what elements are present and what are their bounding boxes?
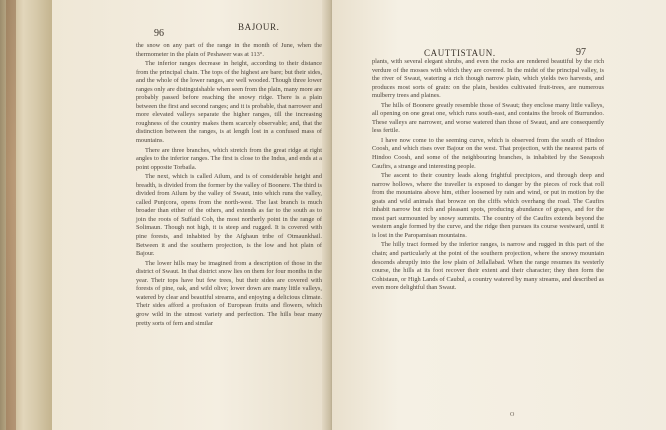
- left-running-head: BAJOUR.: [238, 22, 280, 32]
- right-paragraph: plants, with several elegant shrubs, and even the rocks are rendered beautiful by the rich verdure of the mosses with which they are covered. In the midst of the principal valley, is the river of Swaut, watering a rich though narrow plain, which yields two harvests, and produces most sorts of grain: on the plain, besides cultivated fruit-trees, are numerous mulberry trees and plaines.: [372, 58, 604, 100]
- right-paragraph: The hilly tract formed by the inferior ranges, is narrow and rugged in this part of the chain; and particularly at the point of the southern projection, where the snowy mountain descends abruptly into the low plain of Jellallabad. When the range resumes its westerly course, the hills at its foot recover their extent and their character; they then form the Cohistaun, or High Lands of Caubul, a country watered by many streams, and described as even more delightful than Swaut.: [372, 241, 604, 292]
- left-body-text: [136, 42, 322, 328]
- right-body-text: [372, 58, 604, 293]
- right-page: [332, 0, 666, 430]
- left-paragraph: There are three branches, which stretch from the great ridge at right angles to the inferior ranges. The first is close to the Indus, and ends at a point opposite Torbaila.: [136, 146, 322, 171]
- binding-stain: [6, 0, 16, 430]
- signature-mark: O: [510, 412, 515, 418]
- page-edges: [0, 0, 52, 430]
- right-page-number: 97: [576, 47, 586, 58]
- right-paragraph: The ascent to their country leads along frightful precipices, and through deep and narrow hollows, where the traveller is exposed to danger by the pieces of rock that roll from the mountains above him, either loosened by rain and wind, or put in motion by the goats and wild animals that browze on the cliffs which overhang the road. The Caufirs inhabit narrow but rich and pleasant spots, producing abundance of grapes, and for the most part surmounted by snowy summits. The country of the Caufirs extends beyond the western angle formed by the curve, and the ridge then pursues its course westward, until it is lost in the Paropamisan mountains.: [372, 172, 604, 239]
- left-page-number: 96: [154, 28, 164, 39]
- right-running-head: CAUTTISTAUN.: [424, 48, 496, 58]
- right-paragraph: The hills of Boonere greatly resemble those of Swaut; they enclose many little valleys, all opening on one great one, which runs south-east, and contains the brook of Burrundoo. These valleys are narrower, and worse watered than those of Swaut, and are consequently less fertile.: [372, 101, 604, 135]
- left-paragraph: The lower hills may be imagined from a description of those in the district of Swaut. In that district snow lies on them for four months in the year. Their tops have but few trees, but their sides are covered with forests of pine, oak, and wild olive; lower down are many little valleys, watered by clear and beautiful streams, and enjoying a delicious climate. Their sides afford a profusion of European fruits and flowers, which grow wild in the utmost variety and perfection. The hills bear many pretty sorts of fern and similar: [136, 259, 322, 327]
- right-paragraph: I have now come to the seeming curve, which is observed from the south of Hindoo Coosh, and which rises over Bajour on the west. That projection, with the nearest parts of Hindoo Coosh, and some of the neighbouring branches, is inhabited by the Seeaposh Caufirs, a strange and interesting people.: [372, 136, 604, 170]
- left-paragraph: The inferior ranges decrease in height, according to their distance from the principal chain. The tops of the highest are bare; but their sides, and the whole of the lower ranges, are well wooded. Though three lower ranges only are distinguishable when seen from the plain, many more are probably passed before reaching the snowy ridge. There is a plain between the first and second ranges; and it is probable, that narrower and more elevated valleys separate the higher ranges, till the increasing roughness of the country makes them scarcely observable; and, that the distinction between the ranges, is at length lost in a confused mass of mountains.: [136, 60, 322, 145]
- left-paragraph: the snow on any part of the range in the month of June, when the thermometer in the plain of Peshawer was at 113°.: [136, 42, 322, 58]
- left-paragraph: The next, which is called Ailum, and is of considerable height and breadth, is divided from the former by the valley of Boonere. The third is divided from Ailum by the valley of Swaut, into which runs the valley, called Punjcora, opens from the north-west. The last branch is much broader than either of the others, and extends as far to the south as to join the roots of Suffaid Coh, the most northerly point in the range of Solimaun. Though not high, it is steep and rugged. It is covered with pine forests, and inhabited by the Afghaun tribe of Otmaunkhail. Between it and the southern projection, is the low and hot plain of Bajour.: [136, 173, 322, 258]
- left-page: [52, 0, 330, 430]
